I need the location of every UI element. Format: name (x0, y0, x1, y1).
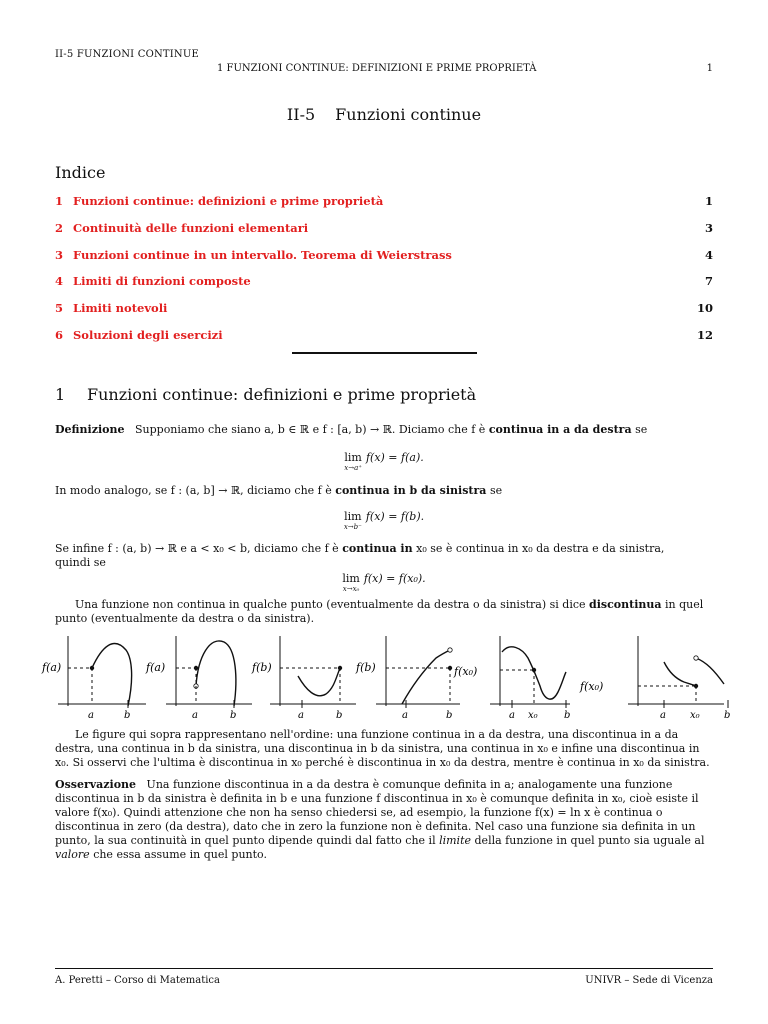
tick-label: b (564, 710, 570, 721)
tick-label: b (446, 710, 453, 721)
tick-label: a (192, 710, 198, 721)
footer-author: A. Peretti – Corso di Matematica (55, 975, 220, 986)
axis-label: f(x₀) (580, 680, 604, 693)
table-of-contents (55, 194, 713, 355)
toc-item[interactable]: 2 Continuità delle funzioni elementari 3 (55, 220, 713, 235)
toc-item-label: Soluzioni degli esercizi (73, 327, 223, 342)
footer-institution: UNIVR – Sede di Vicenza (585, 975, 713, 986)
tick-label: b (336, 710, 343, 721)
page-number: 1 (706, 63, 713, 74)
toc-item-page: 4 (704, 247, 713, 262)
figure-5-svg (452, 628, 570, 723)
index-title: Indice (55, 163, 106, 182)
toc-item[interactable]: 3 Funzioni continue in un intervallo. Teorema di Weierstrass 4 (55, 247, 713, 262)
figure-3 (248, 628, 356, 723)
tick-label: b (724, 710, 730, 721)
definition-line-2: In modo analogo, se f : (a, b] → ℝ, diciamo che f è continua in b da sinistra se (55, 484, 503, 497)
figure-6 (574, 628, 730, 723)
toc-item-page: 12 (696, 327, 713, 342)
axis-label: f(x₀) (454, 665, 478, 678)
definition-line-3: Se infine f : (a, b) → ℝ e a < x₀ < b, diciamo che f è continua in x₀ se è continua in x₀ da destra e da sinistra, quindi se (55, 542, 665, 569)
toc-item-page: 10 (696, 301, 713, 316)
figure-2 (144, 628, 252, 723)
definition-line-1: Definizione Supponiamo che siano a, b ∈ ℝ e f : [a, b) → ℝ. Diciamo che f è continua in a da destra se (55, 423, 648, 436)
figure-1-svg (40, 628, 148, 723)
figure-1 (40, 628, 148, 723)
tick-label: b (124, 710, 131, 721)
figure-4 (352, 628, 460, 723)
figure-3-svg (248, 628, 356, 723)
toc-item[interactable]: 4 Limiti di funzioni composte 7 (55, 274, 713, 289)
paragraph-observation: Osservazione Una funzione discontinua in a da destra è comunque definita in a; analogamente una funzione discontinua in b da sinistra è definita in b e una funzione f discontinua in x₀ è comunque definita in x₀, cioè esiste il valore f(x₀). Quindi attenzione che non ha senso chiedersi se, ad esempio, la funzione f(x) = ln x è continua o discontinua in zero (da destra), dato che in zero la funzione non è definita. Nel caso una funzione sia definita in un punto, la sua continuità in quel punto dipende quindi dal fatto che il limite della funzione in quel punto sia uguale al valore che essa assume in quel punto. (55, 778, 705, 861)
formula-left-limit: lim x→b⁻ f(x) = f(b). (343, 510, 425, 531)
tick-label: x₀ (528, 710, 538, 721)
toc-item-page: 7 (704, 274, 713, 289)
toc-item-label: Limiti di funzioni composte (73, 274, 251, 289)
axis-label: f(a) (146, 661, 166, 674)
figure-6-svg (574, 628, 730, 723)
formula-right-limit: lim x→a⁺ f(x) = f(a). (344, 451, 424, 472)
paragraph-figures: Le figure qui sopra rappresentano nell'ordine: una funzione continua in a da destra, una discontinua in a da destra, una continua in b da sinistra, una discontinua in b da sinistra, una continua in x₀ e infine una discontinua in x₀. Si osservi che l'ultima è discontinua in x₀ perché è discontinua in x₀ da destra, mentre è continua in x₀ da sinistra. (55, 728, 710, 769)
toc-item-label: Funzioni continue in un intervallo. Teorema di Weierstrass (73, 247, 452, 262)
title-number: II-5 (286, 105, 316, 124)
axis-label: f(b) (356, 661, 376, 674)
tick-label: a (660, 710, 666, 721)
tick-label: x₀ (690, 710, 700, 721)
figure-5 (452, 628, 570, 723)
observation-label: Osservazione (55, 778, 137, 791)
tick-label: a (509, 710, 515, 721)
formula-limit: lim x→x₀ f(x) = f(x₀). (342, 572, 426, 593)
tick-label: a (88, 710, 94, 721)
toc-item[interactable]: 5 Limiti notevoli 10 (55, 301, 713, 316)
tick-label: a (298, 710, 304, 721)
running-header-chapter: II-5 FUNZIONI CONTINUE (55, 49, 200, 60)
divider (292, 352, 477, 354)
footer-rule (55, 968, 713, 969)
toc-item-label: Continuità delle funzioni elementari (73, 220, 309, 235)
figure-4-svg (352, 628, 460, 723)
definition-label: Definizione (55, 423, 125, 436)
document-title (0, 105, 768, 124)
toc-item-page: 3 (704, 220, 713, 235)
toc-item[interactable]: 6 Soluzioni degli esercizi 12 (55, 327, 713, 342)
figures-row (40, 628, 730, 723)
toc-item-page: 1 (704, 194, 713, 208)
toc-item[interactable]: 1 Funzioni continue: definizioni e prime proprietà 1 (55, 194, 713, 208)
title-text: Funzioni continue (335, 105, 482, 124)
tick-label: b (230, 710, 237, 721)
toc-item-label: Funzioni continue: definizioni e prime proprietà (73, 194, 384, 208)
figure-2-svg (144, 628, 252, 723)
section-title: 1 Funzioni continue: definizioni e prime proprietà (55, 385, 477, 404)
tick-label: a (402, 710, 408, 721)
axis-label: f(a) (42, 661, 62, 674)
running-header-section: 1 FUNZIONI CONTINUE: DEFINIZIONI E PRIME PROPRIETÀ (217, 63, 537, 74)
axis-label: f(b) (252, 661, 272, 674)
paragraph-discontinuous: Una funzione non continua in qualche punto (eventualmente da destra o da sinistra) si dice discontinua in quel punto (eventualmente da destra o da sinistra). (55, 598, 704, 625)
toc-item-label: Limiti notevoli (73, 301, 168, 316)
